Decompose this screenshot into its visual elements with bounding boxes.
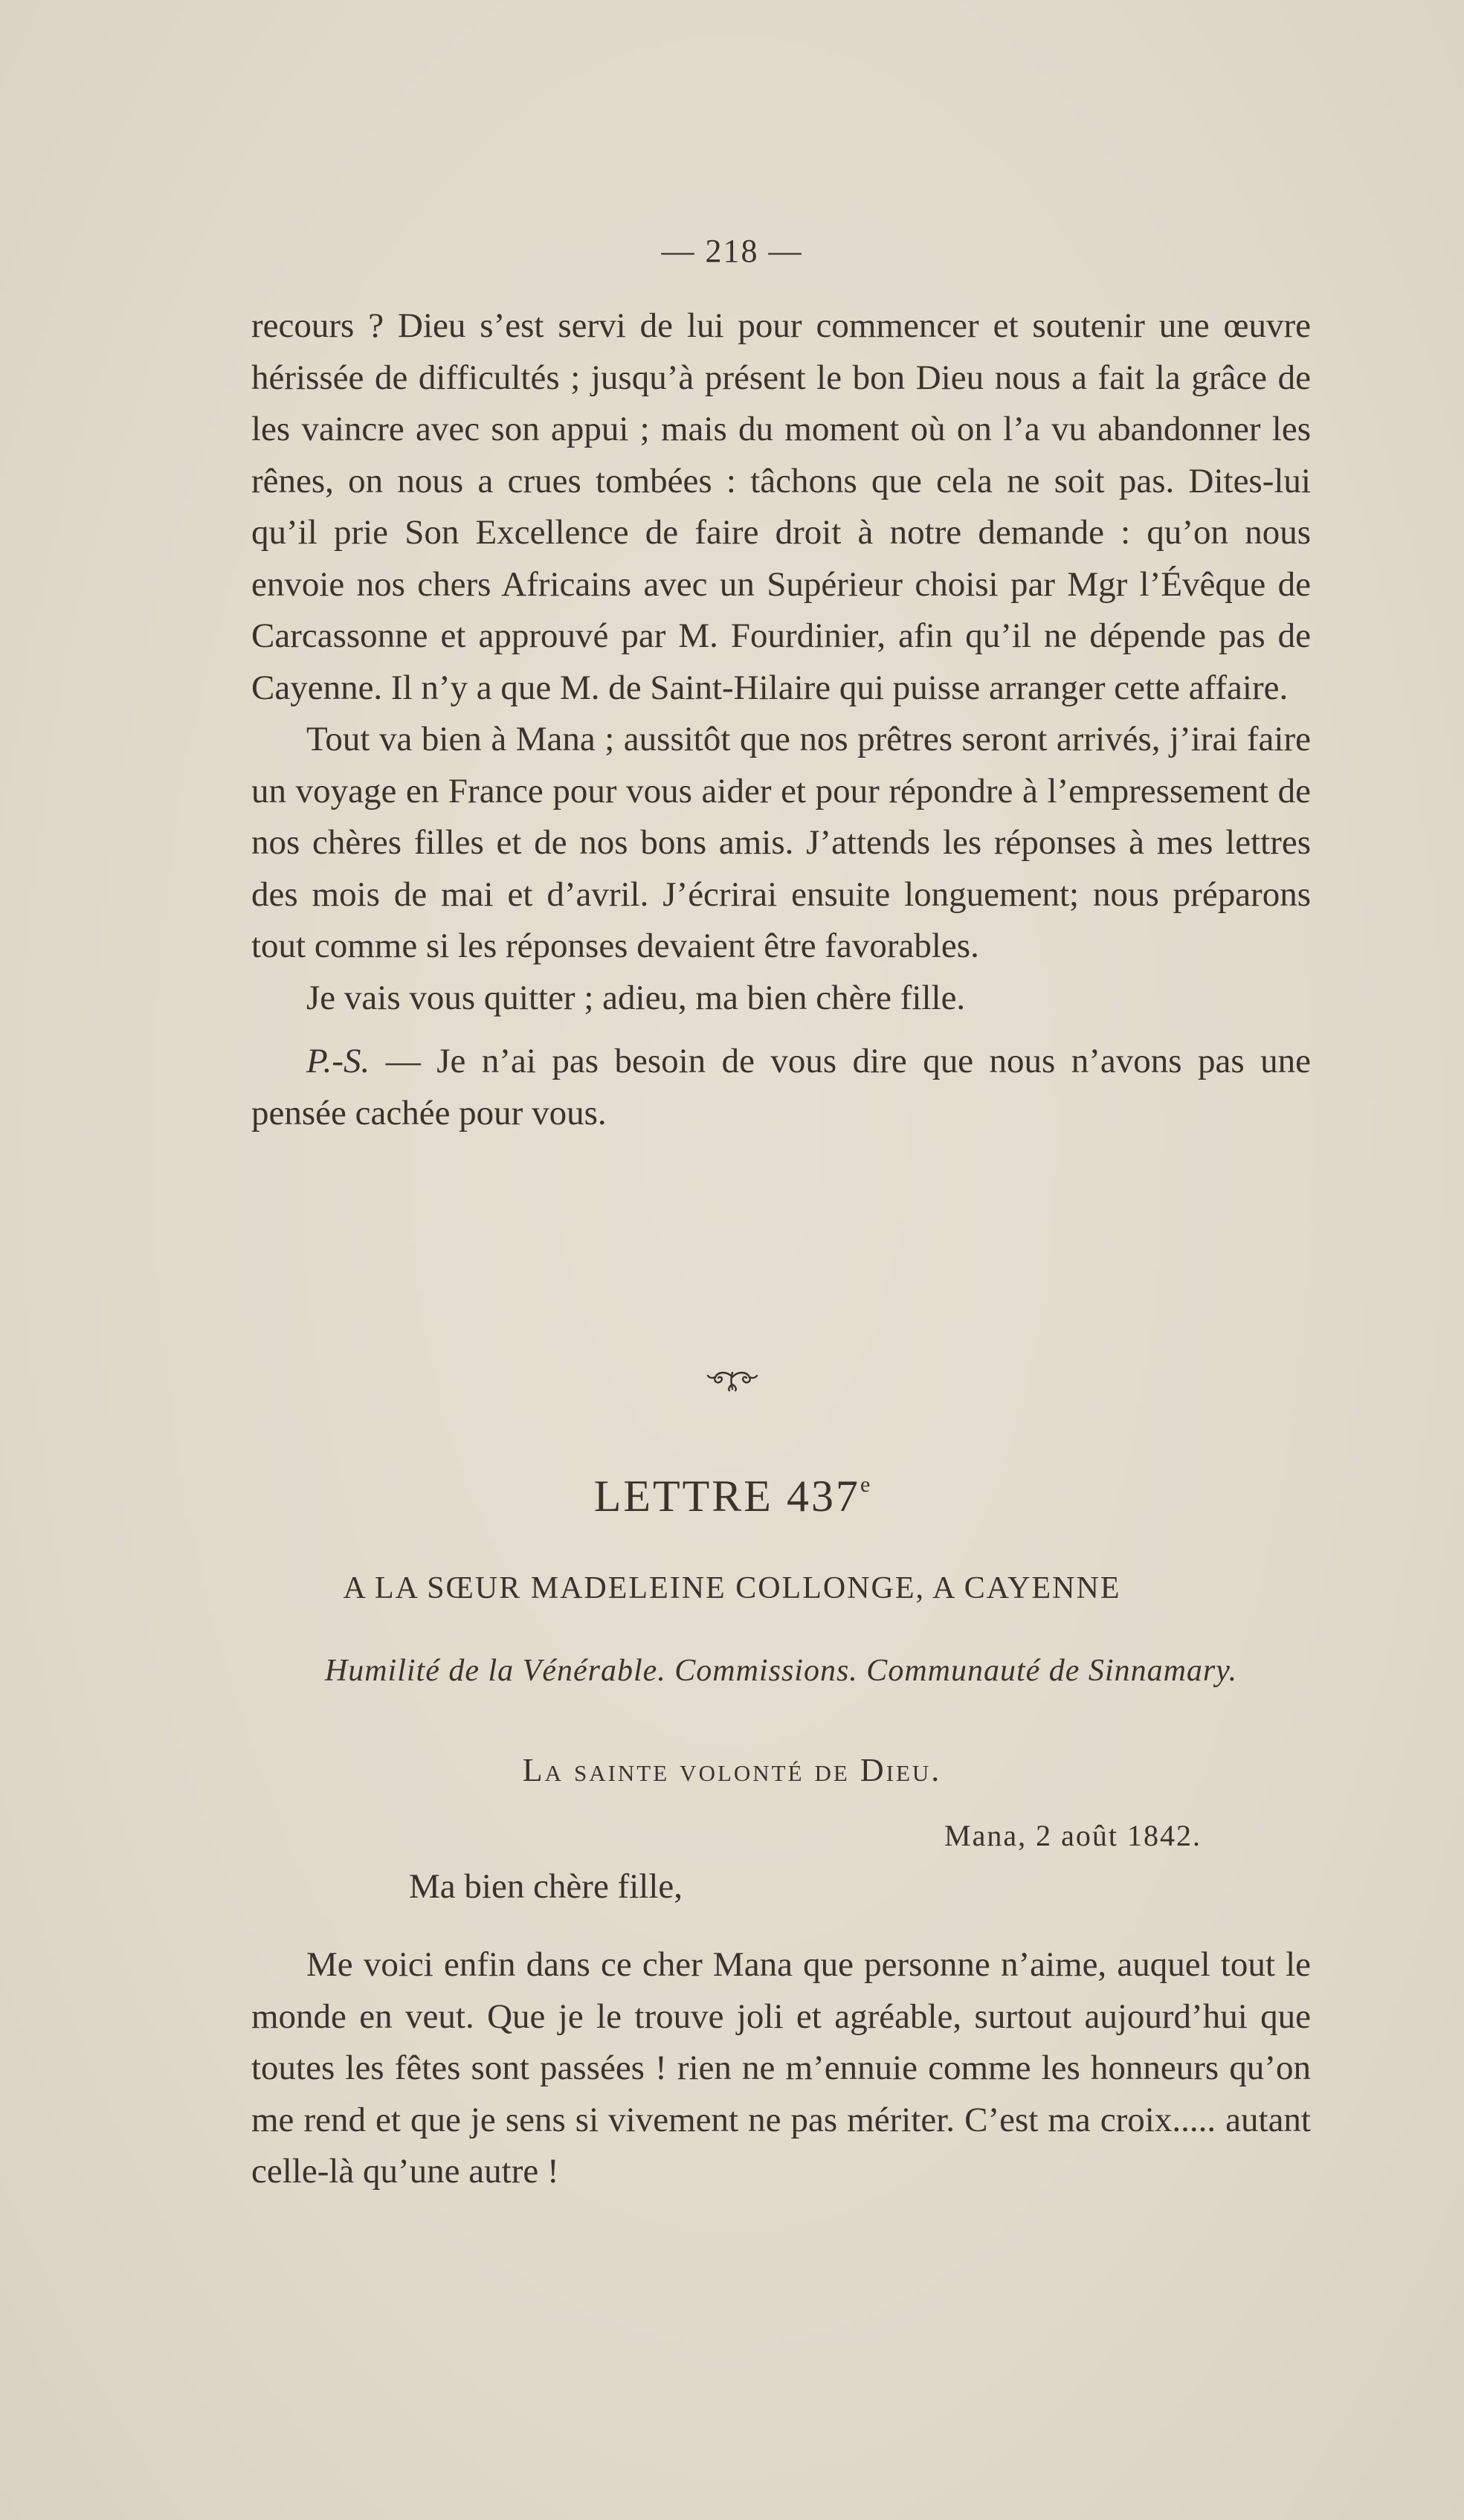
letter-body-paragraph: Me voici enfin dans ce cher Mana que personne n’aime, auquel tout le monde en veut. Que je le trouve joli et agréable, surtout aujourd’hui que toutes les fêtes sont passées ! rien ne m’ennuie comme les honneurs qu’on me rend et que je sens si vivement ne pas mériter. C’est ma croix..... autant celle-là qu’une autre ! — [251, 1945, 1311, 2191]
postscript-text: — Je n’ai pas besoin de vous dire que nous n’avons pas une pensée cachée pour vous. — [251, 1042, 1311, 1132]
paragraph-1: recours ? Dieu s’est servi de lui pour commencer et soutenir une œuvre hérissée de difficultés ; jusqu’à présent le bon Dieu nous a fait la grâce de les vaincre avec son appui ; mais du moment où on l’a vu abandonner les rênes, on nous a crues tombées : tâchons que cela ne soit pas. Dites-lui qu’il prie Son Excellence de faire droit à notre demande : qu’on nous envoie nos chers Africains avec un Supérieur choisi par Mgr l’Évêque de Carcassonne et approuvé par M. Fourdinier, afin qu’il ne dépende pas de Cayenne. Il n’y a que M. de Saint-Hilaire qui puisse arranger cette affaire. — [251, 306, 1311, 707]
paragraph-3: Je vais vous quitter ; adieu, ma bien chère fille. — [306, 978, 966, 1017]
letter-recipient: A LA SŒUR MADELEINE COLLONGE, A CAYENNE — [343, 1571, 1121, 1605]
postscript — [251, 1036, 1311, 1139]
letter-summary: Humilité de la Vénérable. Commissions. Communauté de Sinnamary. — [324, 1654, 1238, 1688]
letter-title: LETTRE 437 — [593, 1472, 860, 1521]
letter-title-suffix: e — [860, 1472, 871, 1497]
letter-continuation — [251, 300, 1311, 1139]
postscript-label: P.-S. — [306, 1042, 370, 1080]
letter-heading — [0, 1471, 1464, 1522]
fleuron-ornament-icon — [0, 1367, 1464, 1396]
fleuron-ornament-icon — [706, 1367, 758, 1392]
letter-motto: La sainte volonté de Dieu. — [522, 1752, 942, 1788]
paragraph-2: Tout va bien à Mana ; aussitôt que nos prêtres seront arrivés, j’irai faire un voyage en France pour vous aider et pour répondre à l’empressement de nos chères filles et de nos bons amis. J’attends les réponses à mes lettres des mois de mai et d’avril. J’écrirai ensuite longuement; nous préparons tout comme si les réponses devaient être favorables. — [251, 720, 1311, 965]
letter-dateline: Mana, 2 août 1842. — [944, 1819, 1202, 1852]
letter-salutation: Ma bien chère fille, — [409, 1867, 683, 1906]
letter-body — [251, 1939, 1311, 2198]
page-number: — 218 — — [661, 233, 803, 269]
